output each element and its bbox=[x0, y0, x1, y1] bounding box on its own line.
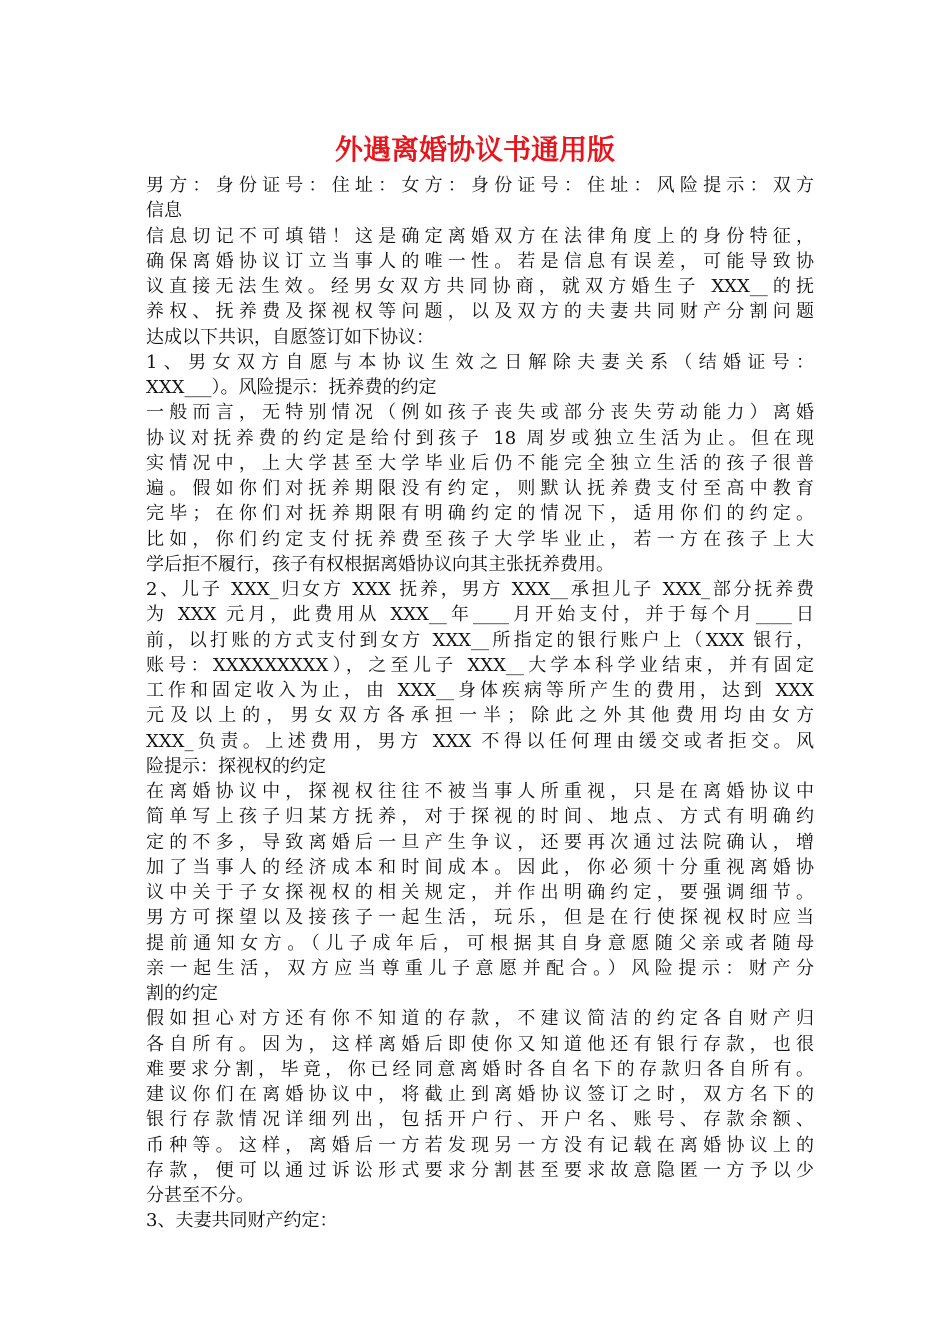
body-text-line: XXX_负责。上述费用，男方 XXX 不得以任何理由缓交或者拒交。风 bbox=[146, 730, 814, 752]
body-text-line: XXX___）。风险提示：抚养费的约定 bbox=[146, 377, 437, 398]
document-title: 外遇离婚协议书通用版 bbox=[334, 133, 615, 166]
body-text-line: 比如，你们约定支付抚养费至孩子大学毕业止，若一方在孩子上大 bbox=[146, 528, 814, 550]
body-text-line: 协议对抚养费的约定是给付到孩子 18 周岁或独立生活为止。但在现 bbox=[146, 427, 814, 449]
body-text-line: 确保离婚协议订立当事人的唯一性。若是信息有误差，可能导致协 bbox=[146, 250, 814, 272]
body-text-line: 达成以下共识，自愿签订如下协议： bbox=[146, 326, 434, 348]
body-text-line: 简单写上孩子归某方抚养，对于探视的时间、地点、方式有明确约 bbox=[146, 806, 814, 828]
body-text-line: 银行存款情况详细列出，包括开户行、开户名、账号、存款余额、 bbox=[146, 1109, 814, 1131]
body-text-line: 为 XXX 元月，此费用从 XXX__年____月开始支付，并于每个月____日 bbox=[146, 604, 814, 626]
body-text-line: 假如担心对方还有你不知道的存款，不建议简洁的约定各自财产归 bbox=[146, 1008, 814, 1030]
body-text-line: 存款，便可以通过诉讼形式要求分割甚至要求故意隐匿一方予以少 bbox=[146, 1159, 814, 1181]
body-text-line: 信息切记不可填错！这是确定离婚双方在法律角度上的身份特征， bbox=[146, 225, 814, 247]
body-text-line: 在离婚协议中，探视权往往不被当事人所重视，只是在离婚协议中 bbox=[146, 781, 814, 802]
body-text-line: 难要求分割，毕竟，你已经同意离婚时各自名下的存款归各自所有。 bbox=[146, 1058, 814, 1080]
body-text-line: 男方：身份证号：住址：女方：身份证号：住址：风险提示：双方 bbox=[146, 175, 814, 196]
body-text-line: 提前通知女方。（儿子成年后，可根据其自身意愿随父亲或者随母 bbox=[146, 932, 814, 954]
body-text-line: 学后拒不履行，孩子有权根据离婚协议向其主张抚养费用。 bbox=[146, 553, 614, 575]
body-text-line: 男方可探望以及接孩子一起生活，玩乐，但是在行使探视权时应当 bbox=[146, 907, 814, 929]
document-body bbox=[146, 173, 814, 1234]
body-text-line: 1、男女双方自愿与本协议生效之日解除夫妻关系（结婚证号： bbox=[146, 351, 814, 373]
body-text-line: 养权、抚养费及探视权等问题，以及双方的夫妻共同财产分割问题 bbox=[146, 301, 814, 323]
body-text-line: 完毕；在你们对抚养期限有明确约定的情况下，适用你们的约定。 bbox=[146, 503, 814, 525]
body-text-line: 亲一起生活，双方应当尊重儿子意愿并配合。）风险提示：财产分 bbox=[146, 957, 814, 979]
body-text-line: 议直接无法生效。经男女双方共同协商，就双方婚生子 XXX__的抚 bbox=[146, 276, 814, 297]
body-text-line: 定的不多，导致离婚后一旦产生争议，还要再次通过法院确认，增 bbox=[146, 831, 814, 853]
body-text-line: 一般而言，无特别情况（例如孩子丧失或部分丧失劳动能力）离婚 bbox=[146, 402, 814, 424]
body-text-line: 账号：XXXXXXXXX），之至儿子 XXX__大学本科学业结束，并有固定 bbox=[146, 654, 814, 676]
body-text-line: 险提示：探视权的约定 bbox=[146, 755, 326, 777]
body-text-line: 实情况中，上大学甚至大学毕业后仍不能完全独立生活的孩子很普 bbox=[146, 452, 814, 474]
body-text-line: 割的约定 bbox=[146, 983, 218, 1004]
body-text-line: 2、儿子 XXX_归女方 XXX 抚养，男方 XXX__承担儿子 XXX_部分抚养费 bbox=[146, 579, 814, 600]
body-text-line: 币种等。这样，离婚后一方若发现另一方没有记载在离婚协议上的 bbox=[146, 1134, 814, 1156]
body-text-line: 信息 bbox=[146, 200, 182, 222]
body-text-line: 元及以上的，男女双方各承担一半；除此之外其他费用均由女方 bbox=[146, 705, 814, 727]
body-text-line: 工作和固定收入为止，由 XXX__身体疾病等所产生的费用，达到 XXX bbox=[146, 680, 814, 701]
body-text-line: 前，以打账的方式支付到女方 XXX__所指定的银行账户上（XXX 银行， bbox=[146, 629, 814, 651]
body-text-line: 3、夫妻共同财产约定： bbox=[146, 1210, 338, 1232]
body-text-line: 加了当事人的经济成本和时间成本。因此，你必须十分重视离婚协 bbox=[146, 856, 814, 878]
body-text-line: 遍。假如你们对抚养期限没有约定，则默认抚养费支付至高中教育 bbox=[146, 478, 814, 499]
body-text-line: 各自所有。因为，这样离婚后即使你又知道他还有银行存款，也很 bbox=[146, 1033, 814, 1055]
body-text-line: 分甚至不分。 bbox=[146, 1185, 254, 1206]
body-text-line: 议中关于子女探视权的相关规定，并作出明确约定，要强调细节。 bbox=[146, 882, 814, 903]
body-text-line: 建议你们在离婚协议中，将截止到离婚协议签订之时，双方名下的 bbox=[146, 1084, 814, 1105]
